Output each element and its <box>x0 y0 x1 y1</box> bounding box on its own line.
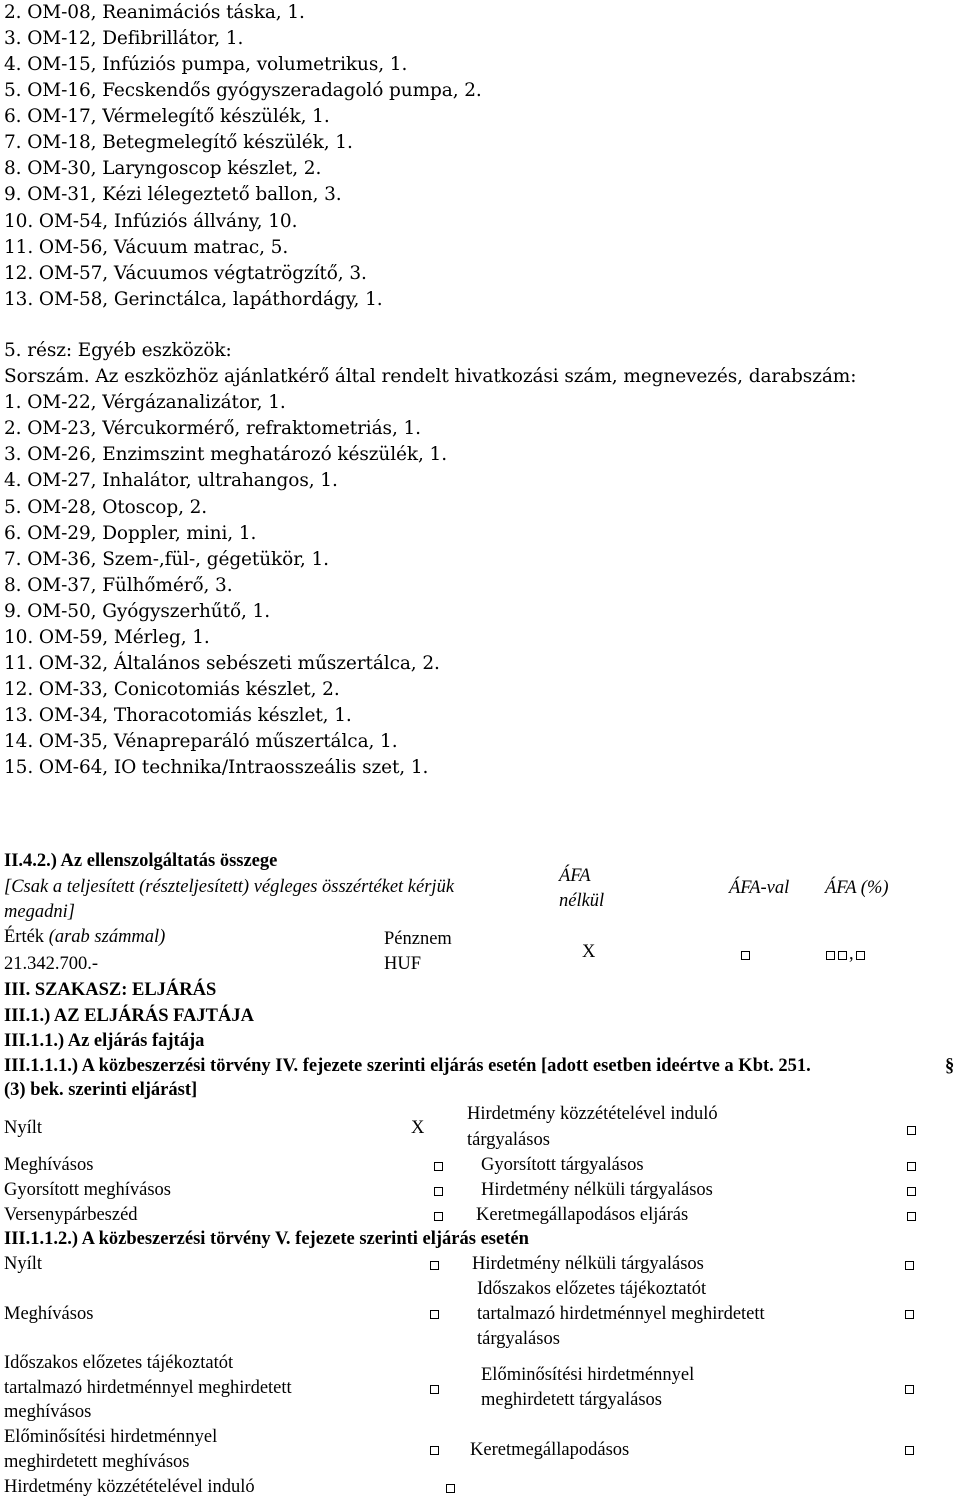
option-checkbox[interactable] <box>446 1484 455 1493</box>
option-checkbox[interactable] <box>905 1446 914 1455</box>
subsection-title: III.1.1.2.) A közbeszerzési törvény V. fejezete szerinti eljárás esetén <box>4 1229 529 1249</box>
option-label: Gyorsított meghívásos <box>4 1180 172 1200</box>
value-label-note: (arab számmal) <box>44 927 166 947</box>
value-note-line1: [Csak a teljesített (részteljesített) végleges összértéket kérjük <box>4 877 455 897</box>
part5-heading: 5. rész: Egyéb eszközök: <box>4 340 232 361</box>
option-label: meghirdetett meghívásos <box>4 1452 190 1472</box>
list-item: 11. OM-32, Általános sebészeti műszertálca, 2. <box>4 653 440 674</box>
subsection-title: III.1.1.1.) A közbeszerzési törvény IV. fejezete szerinti eljárás esetén [adott esetben ideértve a Kbt. 251. <box>4 1056 811 1076</box>
list-item: 12. OM-33, Conicotomiás készlet, 2. <box>4 679 340 700</box>
afa-pct-box-1[interactable] <box>826 951 835 960</box>
value-label-text: Érték <box>4 927 45 947</box>
list-item: 11. OM-56, Vácuum matrac, 5. <box>4 237 289 258</box>
value-heading-num: II.4.2.) <box>4 851 57 871</box>
option-checkbox[interactable] <box>905 1310 914 1319</box>
option-checkbox[interactable] <box>434 1212 443 1221</box>
list-item: 13. OM-58, Gerinctálca, lapáthordágy, 1. <box>4 289 383 310</box>
list-item: 6. OM-29, Doppler, mini, 1. <box>4 523 257 544</box>
option-label: Előminősítési hirdetménnyel <box>481 1365 695 1385</box>
afa-pct-label: ÁFA (%) <box>825 878 889 898</box>
option-checkbox[interactable] <box>434 1187 443 1196</box>
option-label: Időszakos előzetes tájékoztatót <box>477 1279 707 1299</box>
afa-nelkul-label-2: nélkül <box>559 891 605 911</box>
option-checkbox[interactable] <box>907 1187 916 1196</box>
list-item: 5. OM-16, Fecskendős gyógyszeradagoló pumpa, 2. <box>4 80 482 101</box>
subsection-title: III.1.) AZ ELJÁRÁS FAJTÁJA <box>4 1006 254 1026</box>
option-checkbox[interactable] <box>434 1162 443 1171</box>
list-item: 13. OM-34, Thoracotomiás készlet, 1. <box>4 705 352 726</box>
option-label: Keretmegállapodásos eljárás <box>476 1205 689 1225</box>
option-label: Időszakos előzetes tájékoztatót <box>4 1353 234 1373</box>
afa-nelkul-label-1: ÁFA <box>559 866 591 886</box>
list-item: 10. OM-54, Infúziós állvány, 10. <box>4 211 298 232</box>
afa-val-label: ÁFA-val <box>729 878 790 898</box>
option-checkbox[interactable] <box>430 1446 439 1455</box>
option-label: Versenypárbeszéd <box>4 1205 138 1225</box>
option-label: Előminősítési hirdetménnyel <box>4 1427 218 1447</box>
part5-columns: Sorszám. Az eszközhöz ajánlatkérő által rendelt hivatkozási szám, megnevezés, darabszám: <box>4 366 857 387</box>
list-item: 4. OM-27, Inhalátor, ultrahangos, 1. <box>4 470 338 491</box>
option-label: Hirdetmény nélküli tárgyalásos <box>481 1180 713 1200</box>
value-label <box>4 927 165 948</box>
list-item: 12. OM-57, Vácuumos végtatrögzítő, 3. <box>4 263 367 284</box>
currency-value: HUF <box>384 954 422 974</box>
option-label: Meghívásos <box>4 1155 94 1175</box>
section-title: III. SZAKASZ: ELJÁRÁS <box>4 980 217 1000</box>
list-item: 2. OM-23, Vércukormérő, refraktometriás, 1. <box>4 418 421 439</box>
list-item: 6. OM-17, Vérmelegítő készülék, 1. <box>4 106 330 127</box>
option-label: Meghívásos <box>4 1304 94 1324</box>
option-label: meghívásos <box>4 1402 92 1422</box>
afa-pct-separator: , <box>849 944 854 964</box>
option-label: Keretmegállapodásos <box>470 1440 630 1460</box>
list-item: 9. OM-50, Gyógyszerhűtő, 1. <box>4 601 271 622</box>
option-label: Hirdetmény közzétételével induló <box>4 1477 255 1497</box>
option-label: tárgyalásos <box>467 1130 550 1150</box>
afa-val-checkbox[interactable] <box>741 951 750 960</box>
option-label: Nyílt <box>4 1254 43 1274</box>
list-item: 2. OM-08, Reanimációs táska, 1. <box>4 2 305 23</box>
option-checkbox[interactable] <box>430 1310 439 1319</box>
subsection-title-cont: (3) bek. szerinti eljárást] <box>4 1080 198 1100</box>
list-item: 8. OM-37, Fülhőmérő, 3. <box>4 575 233 596</box>
section-mark: § <box>945 1056 955 1076</box>
option-checkbox[interactable] <box>907 1162 916 1171</box>
currency-label: Pénznem <box>384 929 452 949</box>
afa-pct-box-2[interactable] <box>838 951 847 960</box>
option-checked-mark[interactable]: X <box>411 1118 425 1138</box>
option-label: meghirdetett tárgyalásos <box>481 1390 663 1410</box>
list-item: 1. OM-22, Vérgázanalizátor, 1. <box>4 392 286 413</box>
option-checkbox[interactable] <box>907 1126 916 1135</box>
value-heading-text: Az ellenszolgáltatás összege <box>56 851 278 871</box>
option-checkbox[interactable] <box>907 1212 916 1221</box>
subsection-title: III.1.1.) Az eljárás fajtája <box>4 1031 205 1051</box>
value-heading <box>4 851 277 872</box>
option-label: tartalmazó hirdetménnyel meghirdetett <box>4 1378 292 1398</box>
option-checkbox[interactable] <box>430 1385 439 1394</box>
option-checkbox[interactable] <box>430 1261 439 1270</box>
afa-nelkul-checked-mark[interactable]: X <box>582 942 596 962</box>
list-item: 5. OM-28, Otoscop, 2. <box>4 497 208 518</box>
list-item: 10. OM-59, Mérleg, 1. <box>4 627 210 648</box>
option-label: tárgyalásos <box>477 1329 560 1349</box>
list-item: 4. OM-15, Infúziós pumpa, volumetrikus, 1. <box>4 54 408 75</box>
value-amount: 21.342.700.- <box>4 954 99 974</box>
list-item: 9. OM-31, Kézi lélegeztető ballon, 3. <box>4 184 342 205</box>
option-label: tartalmazó hirdetménnyel meghirdetett <box>477 1304 765 1324</box>
value-note-line2: megadni] <box>4 902 75 922</box>
list-item: 15. OM-64, IO technika/Intraosszeális szet, 1. <box>4 757 429 778</box>
option-checkbox[interactable] <box>905 1385 914 1394</box>
list-item: 3. OM-12, Defibrillátor, 1. <box>4 28 244 49</box>
list-item: 7. OM-36, Szem-,fül-, gégetükör, 1. <box>4 549 329 570</box>
option-checkbox[interactable] <box>905 1261 914 1270</box>
list-item: 8. OM-30, Laryngoscop készlet, 2. <box>4 158 322 179</box>
option-label: Nyílt <box>4 1118 43 1138</box>
option-label: Gyorsított tárgyalásos <box>481 1155 644 1175</box>
list-item: 14. OM-35, Vénapreparáló műszertálca, 1. <box>4 731 398 752</box>
option-label: Hirdetmény nélküli tárgyalásos <box>472 1254 704 1274</box>
option-label: Hirdetmény közzétételével induló <box>467 1104 718 1124</box>
afa-pct-box-3[interactable] <box>856 951 865 960</box>
list-item: 7. OM-18, Betegmelegítő készülék, 1. <box>4 132 353 153</box>
list-item: 3. OM-26, Enzimszint meghatározó készülék, 1. <box>4 444 447 465</box>
